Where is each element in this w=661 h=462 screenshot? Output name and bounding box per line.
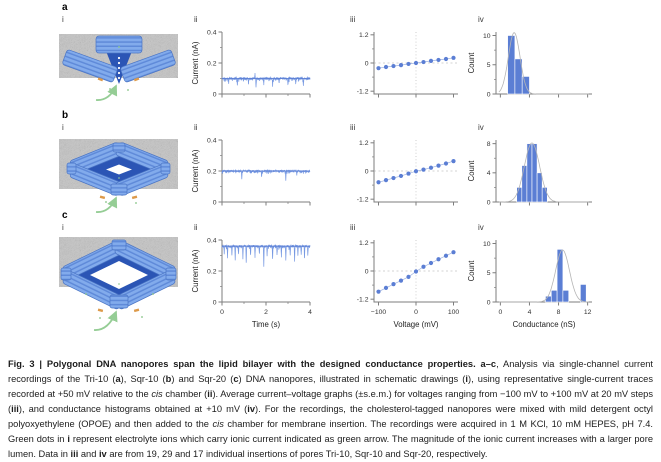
svg-text:Conductance (nS): Conductance (nS) xyxy=(512,320,576,329)
corner-post-top xyxy=(112,240,126,250)
row-label-c: c xyxy=(62,210,68,221)
panel-c-iv xyxy=(462,210,632,346)
panel-c-iii xyxy=(322,210,462,346)
chart-a-iii xyxy=(348,26,464,106)
panel-label-a-ii: ii xyxy=(194,15,198,24)
svg-text:Current (nA): Current (nA) xyxy=(191,149,200,193)
svg-text:8: 8 xyxy=(556,309,561,316)
svg-text:0.4: 0.4 xyxy=(207,137,217,145)
svg-text:0: 0 xyxy=(364,168,369,176)
panel-label-c-iii: iii xyxy=(350,223,356,232)
cholesterol-tags xyxy=(100,196,138,200)
panel-a-i xyxy=(0,2,190,106)
svg-text:0: 0 xyxy=(364,60,369,68)
corner-post-top xyxy=(113,143,125,152)
sqr-10-schematic xyxy=(56,134,181,218)
panel-label-c-i: i xyxy=(62,223,64,232)
chart-c-iii xyxy=(348,234,464,346)
svg-text:Count: Count xyxy=(467,52,476,74)
figure-row-a xyxy=(0,2,661,110)
ion-current-arrow xyxy=(96,86,116,100)
svg-text:0: 0 xyxy=(212,199,217,207)
svg-text:Current (nA): Current (nA) xyxy=(191,249,200,293)
svg-text:0: 0 xyxy=(212,299,217,307)
panel-b-ii xyxy=(190,110,322,214)
svg-text:4: 4 xyxy=(527,309,532,316)
svg-text:Time (s): Time (s) xyxy=(251,320,281,329)
svg-text:12: 12 xyxy=(583,309,592,316)
svg-text:0.2: 0.2 xyxy=(207,268,217,276)
svg-text:0: 0 xyxy=(220,309,224,316)
row-label-a: a xyxy=(62,2,68,13)
panel-label-c-ii: ii xyxy=(194,223,198,232)
svg-text:0: 0 xyxy=(414,309,418,316)
svg-text:-1.2: -1.2 xyxy=(356,88,369,96)
svg-text:10: 10 xyxy=(482,240,491,248)
svg-text:-1.2: -1.2 xyxy=(356,296,369,304)
svg-text:0.4: 0.4 xyxy=(207,29,217,37)
svg-text:100: 100 xyxy=(447,309,460,316)
svg-text:0: 0 xyxy=(498,309,503,316)
svg-text:10: 10 xyxy=(482,32,491,40)
svg-text:8: 8 xyxy=(486,141,491,149)
panel-b-i xyxy=(0,110,190,218)
corner-post-bottom xyxy=(111,184,127,195)
chart-a-ii xyxy=(190,26,316,106)
panel-a-iii xyxy=(322,2,462,106)
figure-caption: Fig. 3 | Polygonal DNA nanopores span the lipid bilayer with the designed conductance properties. a–c, Analysis via single-channel current recordings of the Tri-10 (a), Sqr-10 (b) and Sqr-20 (c) DNA nanopores, illustrated in schematic drawings (i), using representative single-current traces recorded at +50 mV relative to the cis chamber (ii). Average current–voltage graphs (±s.e.m.) for voltages ranging from −100 mV to +100 mV at 20 mV steps (iii), and conductance histograms obtained at +10 mV (iv). For the recordings, the cholesterol-tagged nanopores were mixed with mild detergent octyl polyoxyethylene (OPOE) and then added to the cis chamber for membrane insertion. The recordings were acquired in 1 M KCl, 10 mM HEPES, pH 7.4. Green dots in i represent electrolyte ions which carry ionic current indicated as green arrow. The magnitude of the ionic current increases with a larger pore lumen. Data in iii and iv are from 19, 29 and 17 individual insertions of pores Tri-10, Sqr-10 and Sqr-20, respectively. xyxy=(8,359,654,459)
svg-text:0: 0 xyxy=(364,268,369,276)
panel-label-b-iv: iv xyxy=(478,123,484,132)
cholesterol-tags xyxy=(98,309,140,313)
svg-text:1.2: 1.2 xyxy=(359,240,369,248)
panel-a-ii xyxy=(190,2,322,106)
svg-text:0: 0 xyxy=(486,199,491,207)
svg-text:Count: Count xyxy=(467,260,476,282)
corner-post-right xyxy=(161,163,170,174)
svg-text:0.2: 0.2 xyxy=(207,168,217,176)
corner-post-left xyxy=(67,163,76,174)
corner-post-bottom xyxy=(110,295,128,308)
svg-text:Voltage (mV): Voltage (mV) xyxy=(393,320,439,329)
row-label-b: b xyxy=(62,110,69,121)
svg-text:0.2: 0.2 xyxy=(207,60,217,68)
chart-c-iv xyxy=(466,234,602,346)
panel-label-a-iv: iv xyxy=(478,15,484,24)
panel-c-i xyxy=(0,210,190,338)
chart-b-ii xyxy=(190,134,316,214)
svg-text:Current (nA): Current (nA) xyxy=(191,41,200,85)
tri-10-schematic xyxy=(56,26,181,106)
panel-label-a-i: i xyxy=(62,15,64,24)
svg-text:-1.2: -1.2 xyxy=(356,196,369,204)
corner-post-left xyxy=(61,268,71,280)
panel-label-b-i: i xyxy=(62,123,64,132)
chart-b-iv xyxy=(466,134,602,214)
svg-text:0: 0 xyxy=(486,299,491,307)
svg-text:0: 0 xyxy=(486,91,491,99)
panel-b-iii xyxy=(322,110,462,214)
svg-text:5: 5 xyxy=(486,62,491,70)
ion-current-arrow xyxy=(94,312,116,330)
chart-b-iii xyxy=(348,134,464,214)
svg-text:4: 4 xyxy=(486,170,491,178)
svg-text:Count: Count xyxy=(467,160,476,182)
figure-row-c xyxy=(0,210,661,352)
svg-text:1.2: 1.2 xyxy=(359,140,369,148)
panel-label-c-iv: iv xyxy=(478,223,484,232)
chart-c-ii xyxy=(190,234,316,346)
chart-a-iv xyxy=(466,26,602,106)
corner-post-right xyxy=(166,268,176,280)
figure-row-b xyxy=(0,110,661,210)
svg-text:0: 0 xyxy=(212,91,217,99)
svg-text:0.4: 0.4 xyxy=(207,237,217,245)
panel-a-iv xyxy=(462,2,632,106)
sqr-20-schematic xyxy=(56,234,181,338)
dna-beam-top xyxy=(96,36,142,53)
panel-label-b-ii: ii xyxy=(194,123,198,132)
svg-text:2: 2 xyxy=(264,309,268,316)
svg-text:−100: −100 xyxy=(370,309,387,316)
svg-text:5: 5 xyxy=(486,270,491,278)
svg-text:1.2: 1.2 xyxy=(359,32,369,40)
panel-label-a-iii: iii xyxy=(350,15,356,24)
panel-b-iv xyxy=(462,110,632,214)
panel-c-ii xyxy=(190,210,322,346)
panel-label-b-iii: iii xyxy=(350,123,356,132)
svg-text:4: 4 xyxy=(308,309,312,316)
